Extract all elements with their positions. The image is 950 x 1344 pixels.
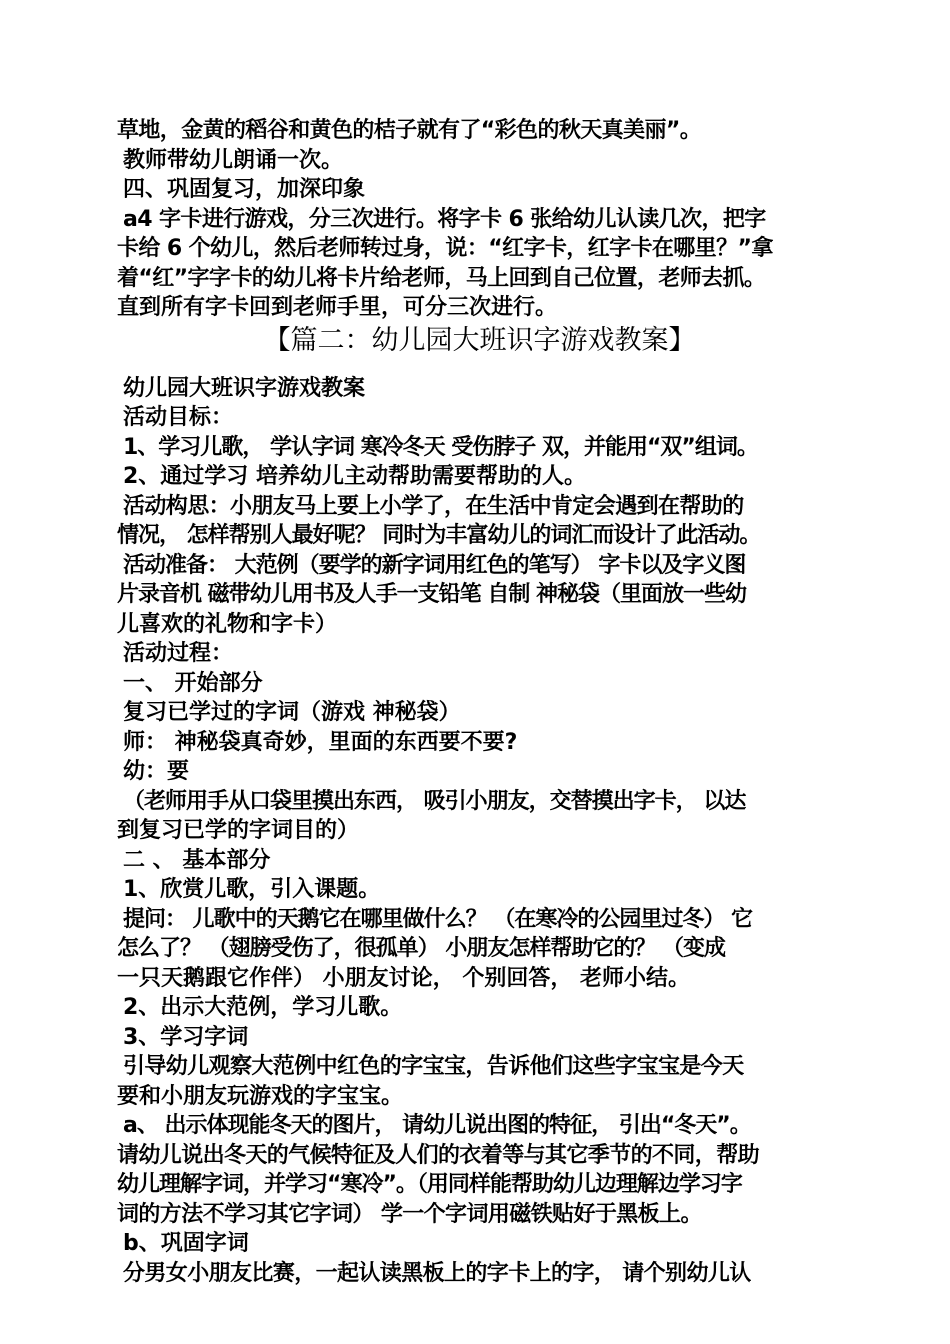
- text-line: 师： 神秘袋真奇妙，里面的东西要不要?: [123, 729, 518, 755]
- text-line: 2、出示大范例，学习儿歌。: [123, 995, 403, 1020]
- text-line: 要和小朋友玩游戏的字宝宝。: [117, 1083, 404, 1109]
- text-line: 复习已学过的字词（游戏 神秘袋）: [123, 700, 461, 725]
- text-line: 活动准备： 大范例（要学的新字词用红色的笔写） 字卡以及字义图: [123, 552, 746, 578]
- text-line: a、 出示体现能冬天的图片， 请幼儿说出图的特征， 引出“冬天”。: [123, 1113, 751, 1138]
- text-line: b、巩固字词: [123, 1231, 249, 1256]
- text-line: 一只天鹅跟它作伴） 小朋友讨论， 个别回答， 老师小结。: [117, 965, 690, 991]
- text-line: 卡给 6 个幼儿，然后老师转过身，说：“红字卡，红字卡在哪里？”拿: [117, 236, 773, 261]
- text-line: 3、学习字词: [123, 1024, 249, 1050]
- text-line: 四、巩固复习，加深印象: [123, 177, 366, 202]
- text-line: 儿喜欢的礼物和字卡）: [117, 611, 338, 637]
- spacer: [117, 363, 842, 374]
- text-line: a4 字卡进行游戏，分三次进行。将字卡 6 张给幼儿认读几次，把字: [123, 206, 766, 232]
- paragraph-block-before-title: [117, 116, 842, 323]
- text-line: 活动构思：小朋友马上要上小学了，在生活中肯定会遇到在帮助的: [123, 493, 744, 519]
- text-line: 草地，金黄的稻谷和黄色的桔子就有了“彩色的秋天真美丽”。: [117, 118, 702, 143]
- text-line: 幼儿理解字词，并学习“寒冷”。（用同样能帮助幼儿边理解边学习字: [117, 1172, 742, 1197]
- text-line: 提问： 儿歌中的天鹅它在哪里做什么？ （在寒冷的公园里过冬） 它: [123, 906, 752, 932]
- text-line: 1、欣赏儿歌，引入课题。: [123, 877, 381, 902]
- text-line: 活动目标：: [123, 405, 234, 430]
- text-line: 到复习已学的字词目的）: [117, 818, 360, 843]
- text-line: 直到所有字卡回到老师手里，可分三次进行。: [117, 295, 558, 320]
- section-title: 【篇二：幼儿园大班识字游戏教案】: [263, 324, 696, 356]
- text-line: 情况， 怎样帮别人最好呢？ 同时为丰富幼儿的词汇而设计了此活动。: [117, 523, 761, 548]
- text-line: 词的方法不学习其它字词） 学一个字词用磁铁贴好于黑板上。: [117, 1201, 702, 1227]
- text-line: 二 、 基本部分: [123, 847, 271, 873]
- text-line: 请幼儿说出冬天的气候特征及人们的衣着等与其它季节的不同，帮助: [117, 1142, 760, 1168]
- text-line: 着“红”字字卡的幼儿将卡片给老师，马上回到自己位置，老师去抓。: [117, 265, 766, 291]
- text-line: 一、 开始部分: [123, 670, 263, 696]
- text-line: 教师带幼儿朗诵一次。: [123, 147, 344, 173]
- text-line: 幼儿园大班识字游戏教案: [123, 375, 366, 401]
- text-line: 幼：要: [123, 759, 190, 784]
- document-page: [117, 116, 842, 1288]
- text-line: 片录音机 磁带幼儿用书及人手一支铅笔 自制 神秘袋（里面放一些幼: [117, 582, 746, 607]
- paragraph-block-after-title: [117, 374, 842, 1289]
- text-line: （老师用手从口袋里摸出东西， 吸引小朋友，交替摸出字卡， 以达: [123, 788, 746, 814]
- text-line: 引导幼儿观察大范例中红色的字宝宝，告诉他们这些字宝宝是今天: [123, 1054, 744, 1079]
- text-line: 1、学习儿歌， 学认字词 寒冷冬天 受伤脖子 双，并能用“双”组词。: [123, 434, 758, 460]
- text-line: 2、通过学习 培养幼儿主动帮助需要帮助的人。: [123, 464, 586, 489]
- text-line: 活动过程：: [123, 641, 234, 666]
- text-line: 分男女小朋友比赛，一起认读黑板上的字卡上的字， 请个别幼儿认: [123, 1260, 751, 1286]
- text-line: 怎么了？ （翅膀受伤了，很孤单） 小朋友怎样帮助它的？ （变成: [117, 936, 725, 961]
